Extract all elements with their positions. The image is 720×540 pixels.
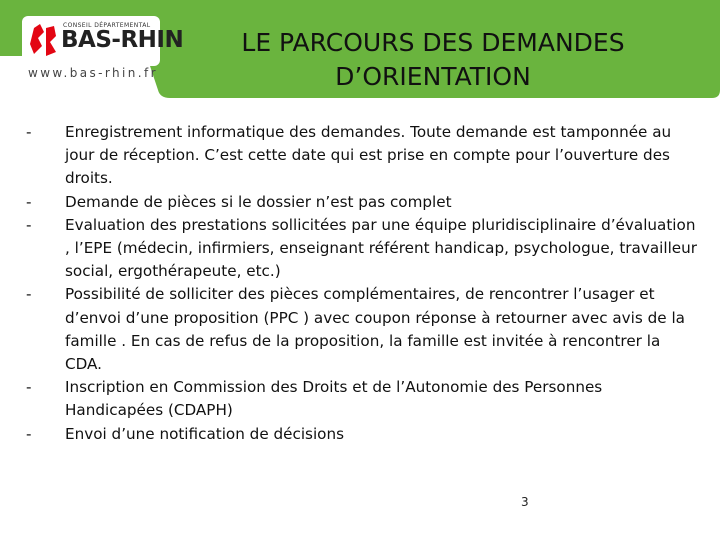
bullet-list — [22, 121, 702, 446]
bullet-text: Possibilité de solliciter des pièces complémentaires, de rencontrer l’usager et d’envoi d’une proposition (PPC ) avec coupon réponse à retourner avec avis de la famille . En cas de refus de la proposition, la famille est invitée à rencontrer la CDA. — [65, 285, 685, 374]
page-number: 3 — [521, 495, 529, 509]
slide-title — [168, 26, 698, 94]
bullet-marker: - — [26, 285, 32, 304]
bullet-marker: - — [26, 378, 32, 397]
bullet-text: Evaluation des prestations sollicitées par une équipe pluridisciplinaire d’évaluation , l’EPE (médecin, infirmiers, enseignant référent handicap, psychologue, travailleur social, ergothérapeute, etc.) — [65, 215, 698, 281]
slide-title-line-2: D’ORIENTATION — [335, 62, 531, 91]
bullet-text: Demande de pièces si le dossier n’est pas complet — [65, 192, 452, 211]
bullet-item — [22, 121, 702, 191]
bullet-marker: - — [26, 192, 32, 211]
bullet-text: Inscription en Commission des Droits et de l’Autonomie des Personnes Handicapées (CDAPH) — [65, 378, 603, 420]
slide-title-line-1: LE PARCOURS DES DEMANDES — [241, 28, 625, 57]
bullet-item — [22, 283, 702, 376]
bullet-item — [22, 376, 702, 422]
bullet-item — [22, 423, 702, 446]
bullet-marker: - — [26, 215, 32, 234]
logo-url: www.bas-rhin.fr — [28, 66, 158, 80]
bullet-item — [22, 214, 702, 284]
bullet-text: Enregistrement informatique des demandes. Toute demande est tamponnée au jour de réception. C’est cette date qui est prise en compte pour l’ouverture des droits. — [65, 123, 672, 188]
bullet-marker: - — [26, 123, 32, 141]
bullet-text: Envoi d’une notification de décisions — [65, 424, 345, 443]
logo — [22, 16, 184, 66]
bullet-marker: - — [26, 424, 32, 443]
bullet-item — [22, 191, 702, 214]
logo-main-text: BAS-RHIN — [61, 27, 184, 53]
logo-small-text: CONSEIL DÉPARTEMENTAL — [63, 22, 151, 29]
